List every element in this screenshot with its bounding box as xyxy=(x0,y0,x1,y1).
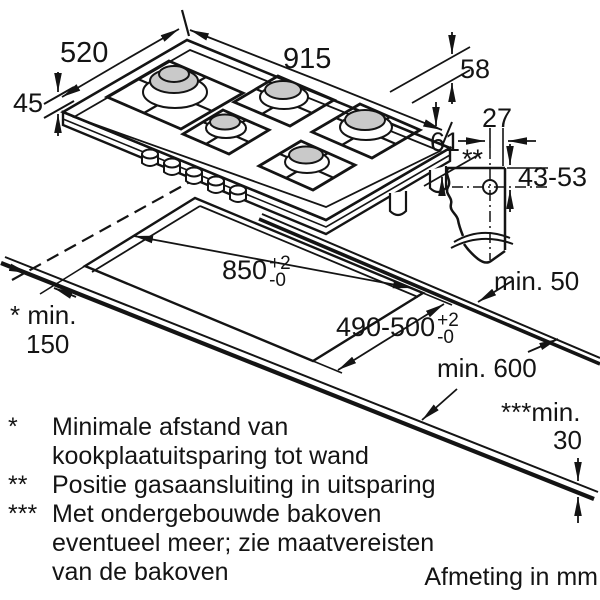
knob-top xyxy=(186,168,202,177)
dim-850-value: 850 xyxy=(222,254,268,285)
burner-cap xyxy=(345,110,385,130)
dim-label-min-150-line2: 150 xyxy=(26,329,70,359)
hob-leg-left xyxy=(390,191,406,215)
knob-top xyxy=(164,159,180,168)
ext-58-top xyxy=(390,47,470,92)
tick-45-upper xyxy=(44,87,74,104)
burner-cap xyxy=(265,81,301,99)
burner-cap xyxy=(289,147,323,164)
detail-outline-lower xyxy=(464,244,505,262)
footnote-text: Positie gasaansluiting in uitsparing xyxy=(52,471,436,499)
dim-label-520: 520 xyxy=(60,37,109,69)
dim-min150-arrow-a xyxy=(6,266,28,273)
units-note: Afmeting in mm xyxy=(424,563,598,591)
footnote-text: Met ondergebouwde bakoven eventueel meer; zie maatvereisten van de bakoven xyxy=(52,500,435,586)
dim-label-45: 45 xyxy=(13,88,44,118)
dim-label-61: 61 xyxy=(430,127,461,157)
cutout-front-extension xyxy=(313,361,342,373)
footnote-row xyxy=(8,471,436,500)
dim-label-min-50: min. 50 xyxy=(494,266,580,296)
dim-850-tolerance: +2 -0 xyxy=(269,253,291,291)
dim-label-490-500 xyxy=(336,310,459,348)
dim-label-27: 27 xyxy=(482,103,513,133)
dim-490500-value: 490-500 xyxy=(336,311,436,342)
knob-top xyxy=(230,186,246,195)
dim-label-915: 915 xyxy=(283,43,332,75)
burner-cap xyxy=(210,115,240,130)
dim-label-min-30-line2: 30 xyxy=(553,425,582,455)
footnote-marker: ** xyxy=(8,471,28,499)
gas-position-marker: ** xyxy=(462,144,484,174)
hob xyxy=(63,40,450,234)
dim-label-850 xyxy=(222,253,291,291)
dim-label-min-600: min. 600 xyxy=(437,353,537,383)
footnote-marker: *** xyxy=(8,500,38,528)
footnote-marker: * xyxy=(8,413,18,441)
dim-490500-tolerance: +2 -0 xyxy=(437,310,459,348)
knob-top xyxy=(208,177,224,186)
dim-label-min-150-line1: * min. xyxy=(10,300,77,330)
detail-outline-upper xyxy=(447,168,505,236)
dim-label-43-53: 43-53 xyxy=(518,162,588,192)
knob-top xyxy=(142,150,158,159)
dim-label-min-30-line1: ***min. xyxy=(501,397,581,427)
tick-top-corner xyxy=(182,10,189,36)
burner-cap-top xyxy=(159,66,189,82)
footnote-text: Minimale afstand van kookplaatuitsparing tot wand xyxy=(52,413,369,470)
footnotes xyxy=(8,413,436,587)
dim-label-58: 58 xyxy=(460,54,491,84)
detail-break-arc-2 xyxy=(451,239,513,248)
footnote-row xyxy=(8,413,436,471)
